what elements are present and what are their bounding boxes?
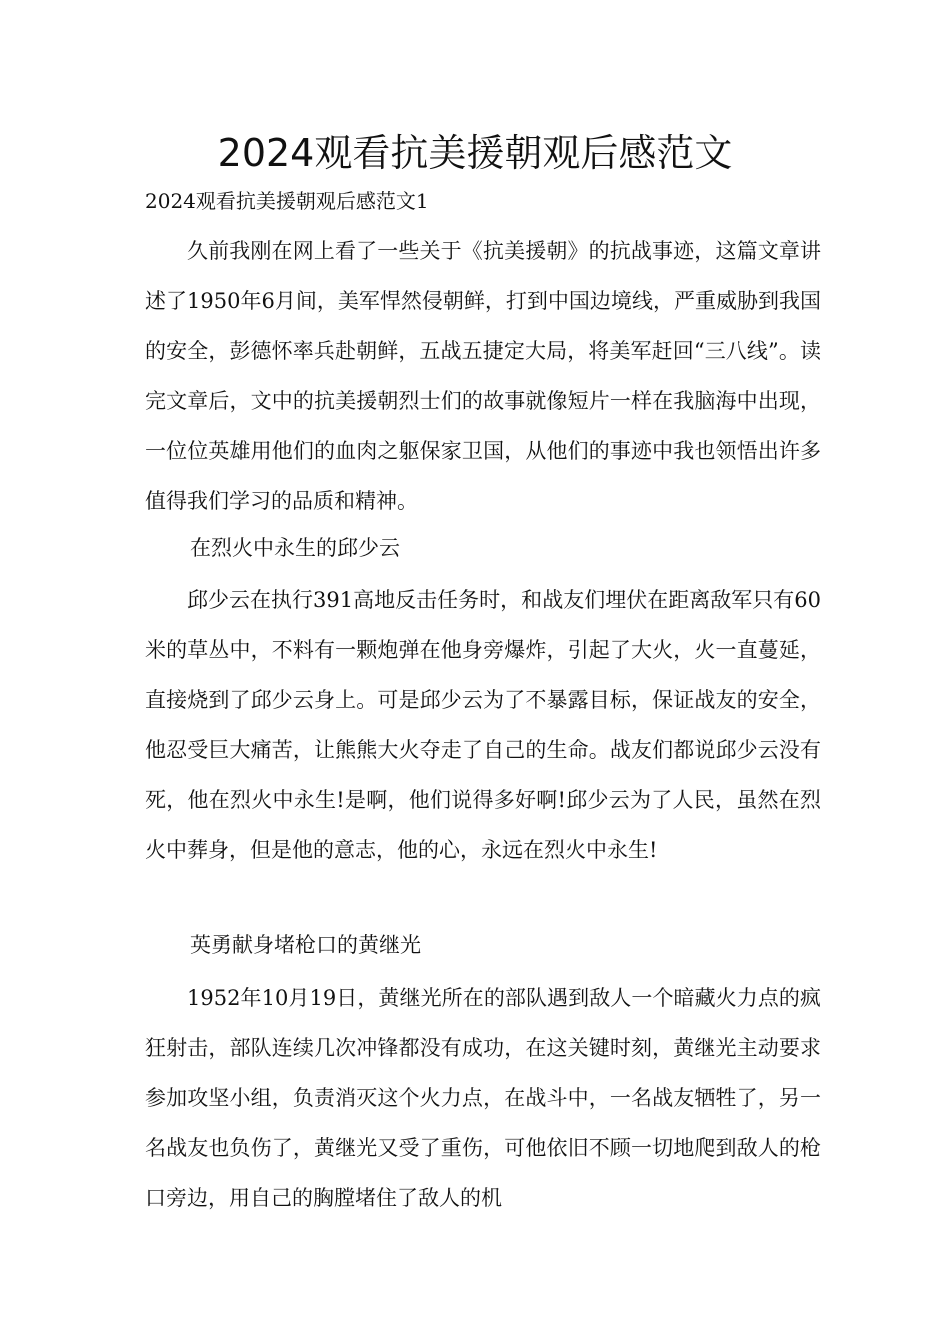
- document-subtitle: 2024观看抗美援朝观后感范文1: [145, 189, 429, 213]
- section-heading-qiu-shaoyun: 在烈火中永生的邱少云: [190, 536, 400, 560]
- paragraph-intro: 久前我刚在网上看了一些关于《抗美援朝》的抗战事迹，这篇文章讲述了1950年6月间，美军悍然侵朝鲜，打到中国边境线，严重威胁到我国的安全，彭德怀率兵赴朝鲜，五战五捷定大局，将美军赶回“三八线”。读完文章后，文中的抗美援朝烈士们的故事就像短片一样在我脑海中出现，一位位英雄用他们的血肉之躯保家卫国，从他们的事迹中我也领悟出许多值得我们学习的品质和精神。: [145, 239, 821, 513]
- document-title: 2024观看抗美援朝观后感范文: [217, 131, 733, 175]
- section-heading-huang-jiguang: 英勇献身堵枪口的黄继光: [190, 933, 421, 957]
- paragraph-huang-jiguang: 1952年10月19日，黄继光所在的部队遇到敌人一个暗藏火力点的疯狂射击，部队连续几次冲锋都没有成功，在这关键时刻，黄继光主动要求参加攻坚小组，负责消灭这个火力点，在战斗中，一名战友牺牲了，另一名战友也负伤了，黄继光又受了重伤，可他依旧不顾一切地爬到敌人的枪口旁边，用自己的胸膛堵住了敌人的机: [145, 986, 821, 1210]
- paragraph-qiu-shaoyun: 邱少云在执行391高地反击任务时，和战友们埋伏在距离敌军只有60米的草丛中，不料有一颗炮弹在他身旁爆炸，引起了大火，火一直蔓延，直接烧到了邱少云身上。可是邱少云为了不暴露目标，保证战友的安全，他忍受巨大痛苦，让熊熊大火夺走了自己的生命。战友们都说邱少云没有死，他在烈火中永生!是啊，他们说得多好啊!邱少云为了人民，虽然在烈火中葬身，但是他的意志，他的心，永远在烈火中永生!: [145, 588, 821, 862]
